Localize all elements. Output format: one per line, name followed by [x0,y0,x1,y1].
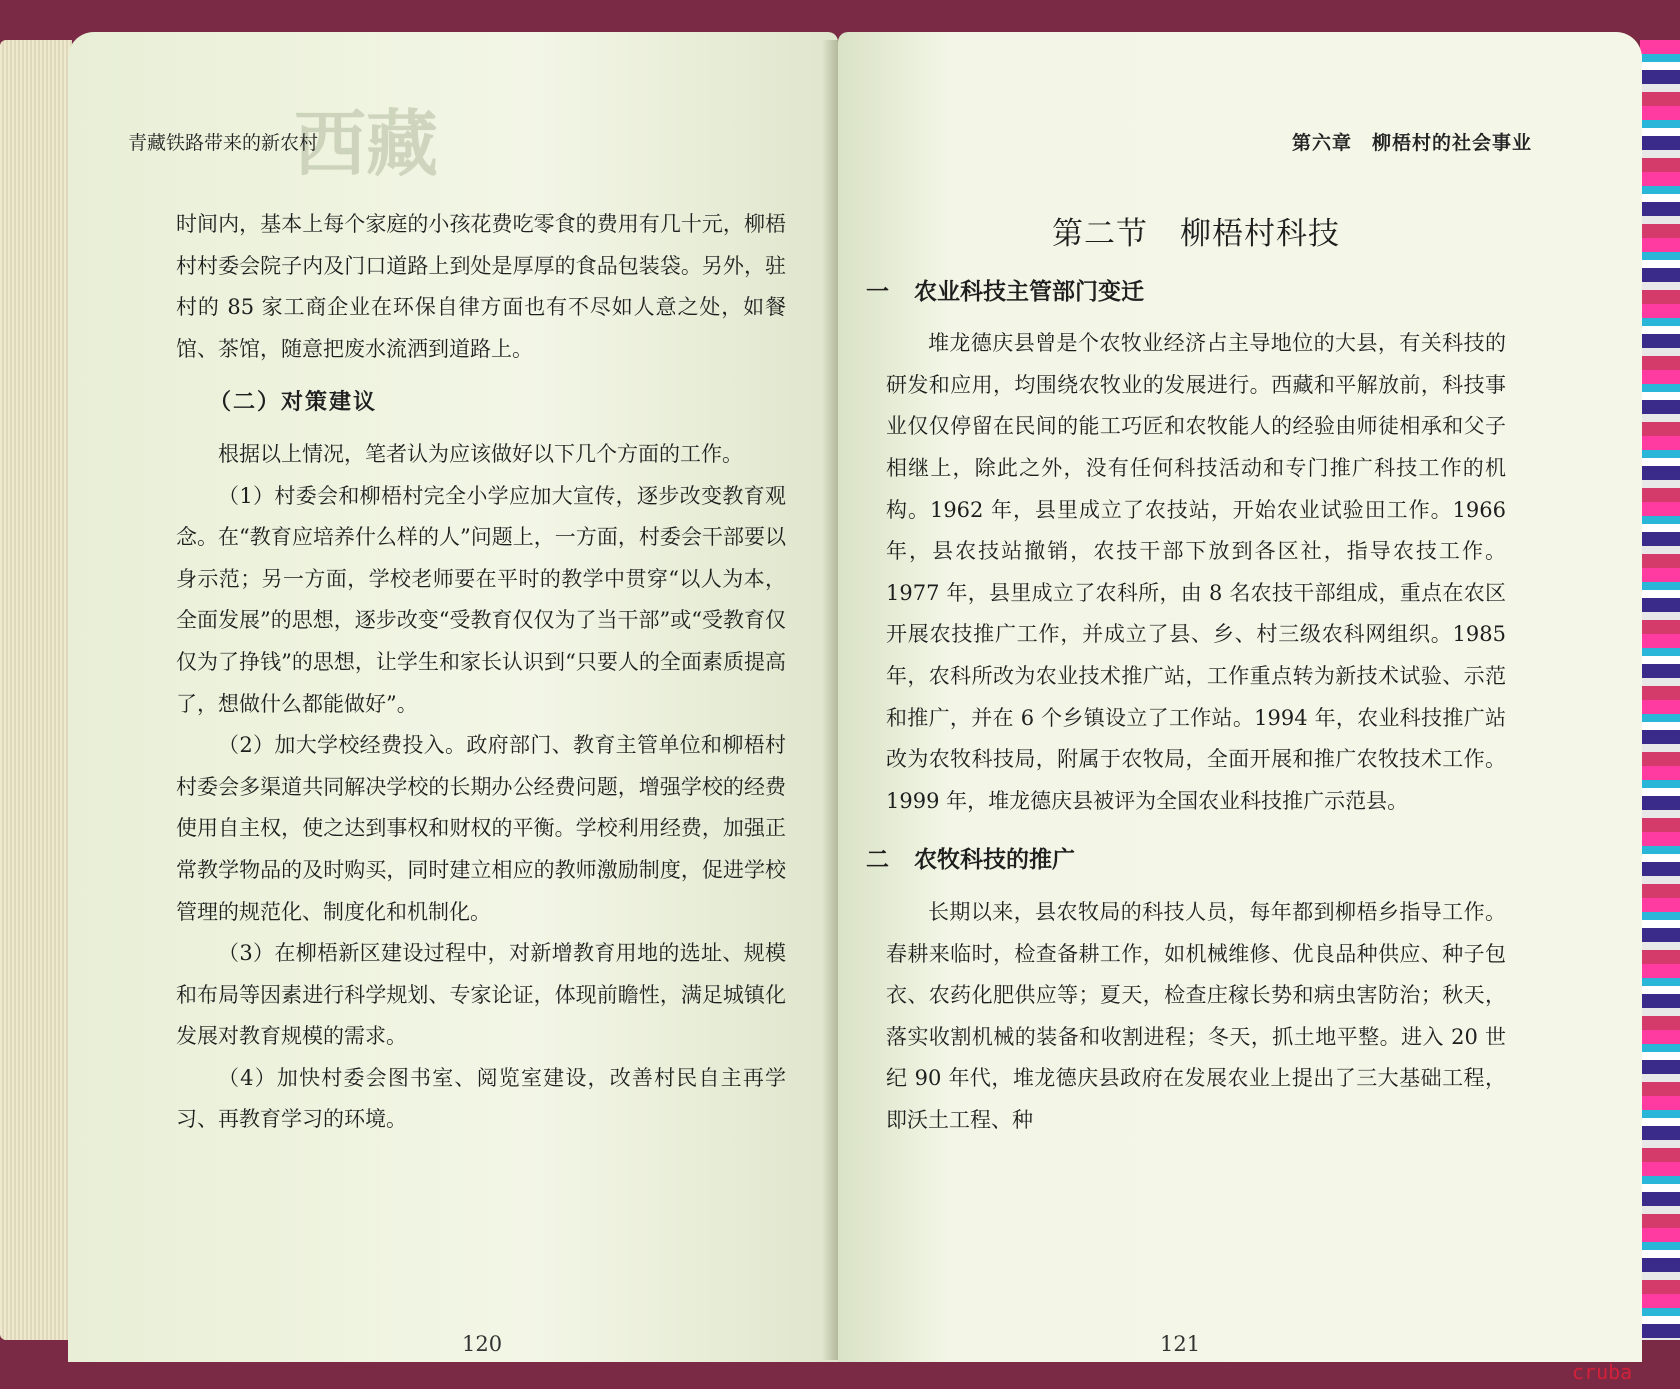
page-edges-left [0,40,72,1340]
heading-number: 一 [866,278,889,305]
heading-number: 二 [866,847,889,874]
heading-text: 农业科技主管部门变迁 [914,278,1144,305]
paragraph: 长期以来，县农牧局的科技人员，每年都到柳梧乡指导工作。春耕来临时，检查备耕工作，如机械维修、优良品种供应、种子包衣、农药化肥供应等；夏天，检查庄稼长势和病虫害防治；秋天，落实收割机械的装备和收割进程；冬天，抓土地平整。进入 20 世纪 90 年代，堆龙德庆县政府在发展农业上提出了三大基础工程，即沃土工程、种 [886,899,1506,1132]
left-page [68,32,838,1362]
paragraph: 时间内，基本上每个家庭的小孩花费吃零食的费用有几十元，柳梧村村委会院子内及门口道路上到处是厚厚的食品包装袋。另外，驻村的 85 家工商企业在环保自律方面也有不尽如人意之处，如餐馆、茶馆，随意把废水流洒到道路上。 [176,212,786,361]
paragraph: （4）加快村委会图书室、阅览室建设，改善村民自主再学习、再教育学习的环境。 [176,1065,786,1132]
page-edges-right [1640,40,1680,1340]
paragraph: （3）在柳梧新区建设过程中，对新增教育用地的选址、规模和布局等因素进行科学规划、专家论证，体现前瞻性，满足城镇化发展对教育规模的需求。 [176,941,786,1049]
paragraph: 堆龙德庆县曾是个农牧业经济占主导地位的大县，有关科技的研发和应用，均围绕农牧业的发展进行。西藏和平解放前，科技事业仅仅停留在民间的能工巧匠和农牧能人的经验由师徒相承和父子相继上，除此之外，没有任何科技活动和专门推广科技工作的机构。1962 年，县里成立了农技站，开始农业试验田工作。1966 年，县农技站撤销，农技干部下放到各区社，指导农技工作。1977 年，县里成立了农科所，由 8 名农技干部组成，重点在农区开展农技推广工作，并成立了县、乡、村三级农科网组织。1985 年，农科所改为农业技术推广站，工作重点转为新技术试验、示范和推广，并在 6 个乡镇设立了工作站。1994 年，农业科技推广站改为农牧科技局，附属于农牧局，全面开展和推广农牧技术工作。1999 年，堆龙德庆县被评为全国农业科技推广示范县。 [886,331,1506,813]
running-head-right: 第六章 柳梧村的社会事业 [1291,132,1532,154]
left-page-body [176,204,786,1141]
heading-1 [866,272,1506,314]
watermark: cruba [1572,1360,1633,1384]
heading-2 [866,840,1506,882]
page-number-left: 120 [462,1332,503,1356]
page-number-right: 121 [1160,1332,1201,1356]
decorative-calligraphy: 西藏 [294,101,439,186]
section-title: 第二节 柳梧村科技 [1052,216,1340,252]
subheading: （二）对策建议 [209,389,378,416]
running-head-left: 青藏铁路带来的新农村 [128,132,319,154]
heading-text: 农牧科技的推广 [914,847,1075,874]
paragraph: 根据以上情况，笔者认为应该做好以下几个方面的工作。 [218,441,743,466]
paragraph: （1）村委会和柳梧村完全小学应加大宣传，逐步改变教育观念。在“教育应培养什么样的人”问题上，一方面，村委会干部要以身示范；另一方面，学校老师要在平时的教学中贯穿“以人为本，全面发展”的思想，逐步改变“受教育仅仅为了当干部”或“受教育仅仅为了挣钱”的思想，让学生和家长认识到“只要人的全面素质提高了，想做什么都能做好”。 [176,483,786,716]
right-page [838,32,1642,1362]
paragraph: （2）加大学校经费投入。政府部门、教育主管单位和柳梧村村委会多渠道共同解决学校的长期办公经费问题，增强学校的经费使用自主权，使之达到事权和财权的平衡。学校利用经费，加强正常教学物品的及时购买，同时建立相应的教师激励制度，促进学校管理的规范化、制度化和机制化。 [176,733,786,924]
right-page-body [866,204,1506,1141]
